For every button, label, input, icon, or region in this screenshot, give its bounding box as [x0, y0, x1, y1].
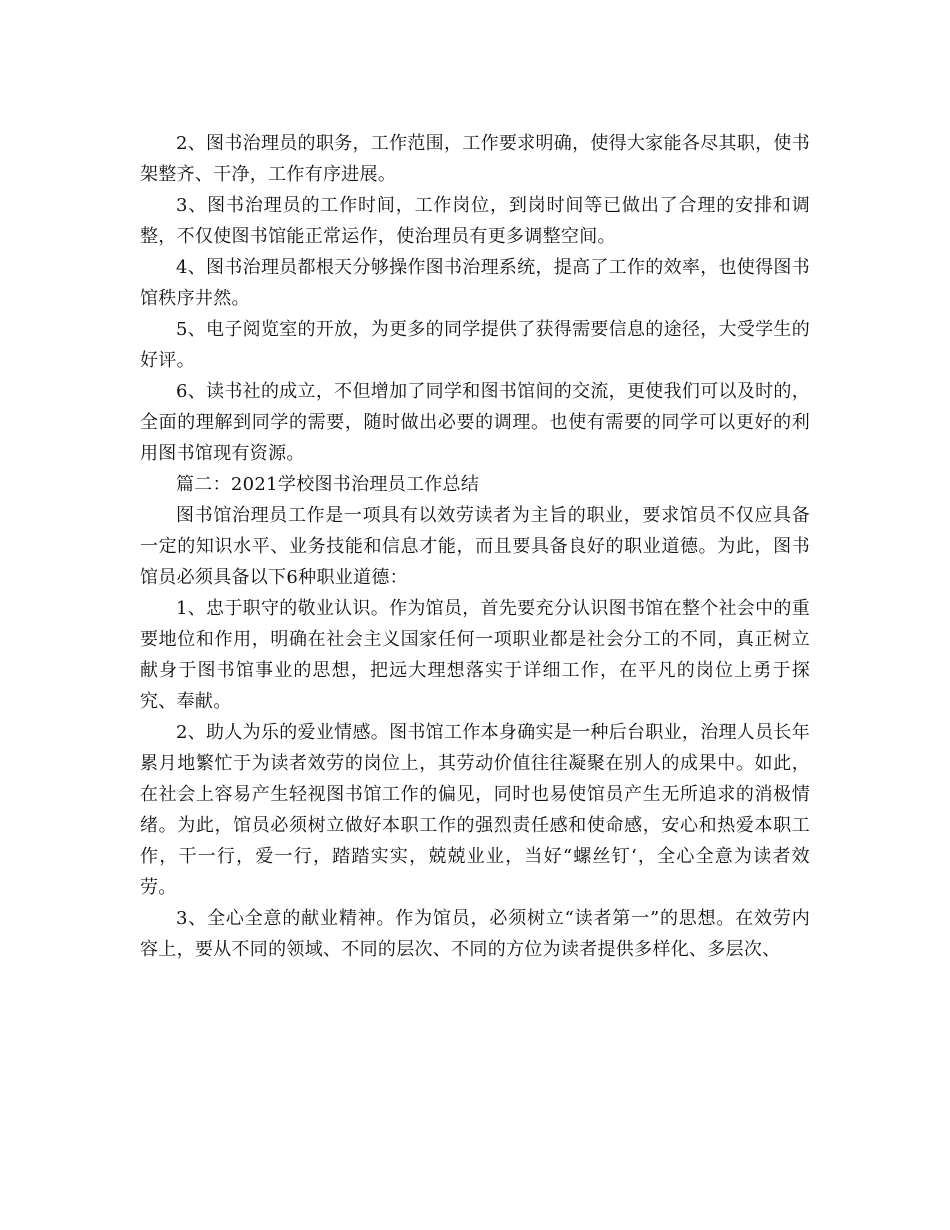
paragraph-1: 2、图书治理员的职务，工作范围，工作要求明确，使得大家能各尽其职，使书架整齐、干净，工作有序进展。 [140, 133, 810, 185]
paragraph-3: 4、图书治理员都根天分够操作图书治理系统，提高了工作的效率，也使得图书馆秩序井然。 [140, 257, 810, 309]
paragraph-8: 2、助人为乐的爱业情感。图书馆工作本身确实是一种后台职业，治理人员长年累月地繁忙于为读者效劳的岗位上，其劳动价值往往凝聚在别人的成果中。如此，在社会上容易产生轻视图书馆工作的偏见，同时也易使馆员产生无所追求的消极情绪。为此，馆员必须树立做好本职工作的强烈责任感和使命感，安心和热爱本职工作，干一行，爱一行，踏踏实实，兢兢业业，当好“螺丝钉‘，全心全意为读者效劳。 [140, 722, 810, 898]
paragraph-5: 6、读书社的成立，不但增加了同学和图书馆间的交流，更使我们可以及时的，全面的理解到同学的需要，随时做出必要的调理。也使有需要的同学可以更好的利用图书馆现有资源。 [140, 381, 810, 464]
paragraph-9: 3、全心全意的献业精神。作为馆员，必须树立“读者第一”的思想。在效劳内容上，要从不同的领域、不同的层次、不同的方位为读者提供多样化、多层次、 [140, 908, 810, 960]
document-body [140, 128, 810, 965]
section-heading: 篇二：2021学校图书治理员工作总结 [176, 474, 480, 495]
paragraph-4: 5、电子阅览室的开放，为更多的同学提供了获得需要信息的途径，大受学生的好评。 [140, 319, 810, 371]
paragraph-6: 图书馆治理员工作是一项具有以效劳读者为主旨的职业，要求馆员不仅应具备一定的知识水平、业务技能和信息才能，而且要具备良好的职业道德。为此，图书馆员必须具备以下6种职业道德： [140, 505, 810, 588]
paragraph-7: 1、忠于职守的敬业认识。作为馆员，首先要充分认识图书馆在整个社会中的重要地位和作用，明确在社会主义国家任何一项职业都是社会分工的不同，真正树立献身于图书馆事业的思想，把远大理想落实于详细工作，在平凡的岗位上勇于探究、奉献。 [140, 598, 810, 712]
paragraph-2: 3、图书治理员的工作时间，工作岗位，到岗时间等已做出了合理的安排和调整，不仅使图书馆能正常运作，使治理员有更多调整空间。 [140, 195, 810, 247]
